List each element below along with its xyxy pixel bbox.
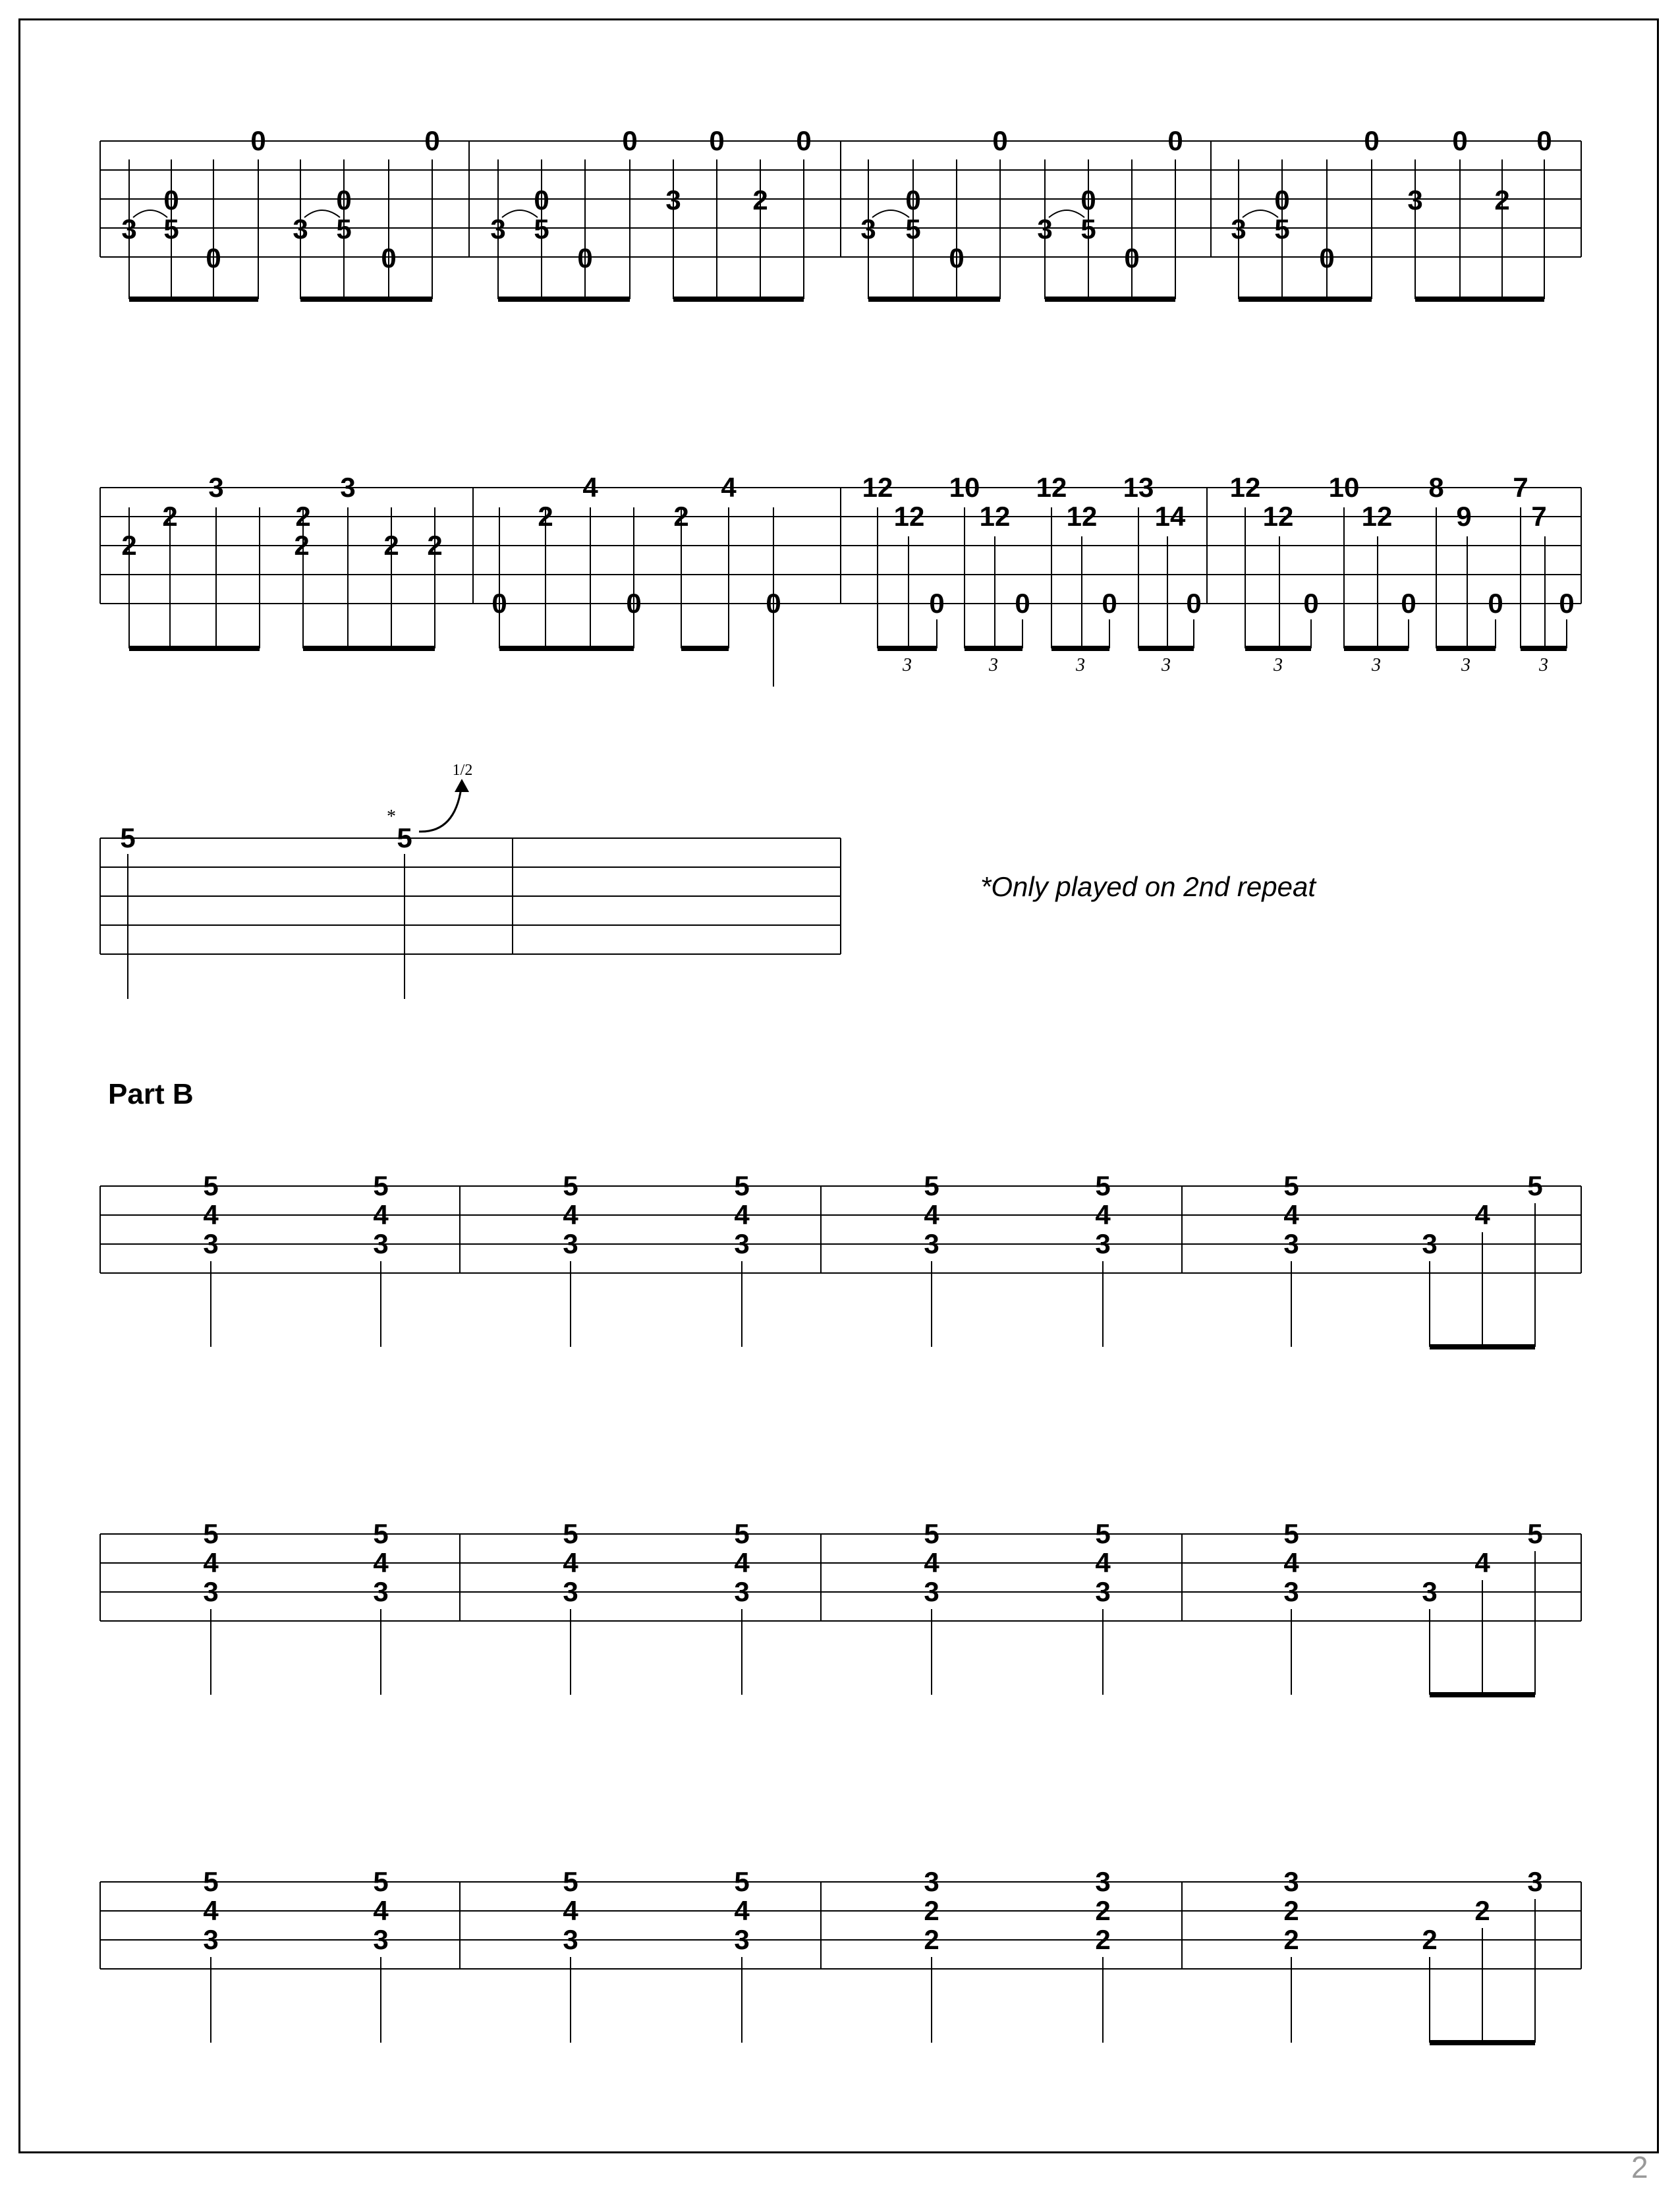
fret-number: 0 [1559, 588, 1575, 619]
fret-number: 0 [1124, 242, 1140, 273]
fret-number: 0 [1364, 125, 1380, 156]
fret-number: 14 [1154, 501, 1186, 532]
fret-number: 12 [862, 472, 893, 503]
section-title: Part B [108, 1078, 194, 1110]
fret-number: 4 [582, 472, 598, 503]
fret-number: 5 [373, 1518, 389, 1549]
fret-number: 12 [1262, 501, 1294, 532]
fret-number: 3 [208, 472, 224, 503]
triplet-beam [878, 646, 937, 651]
beam [1430, 1692, 1535, 1697]
fret-number: 4 [1283, 1199, 1299, 1230]
bend-label: 1/2 [452, 762, 473, 779]
triplet-mark: 3 [1162, 655, 1171, 675]
fret-number: 4 [203, 1895, 219, 1926]
fret-number: 5 [1283, 1518, 1299, 1549]
fret-number: 3 [563, 1228, 578, 1259]
beam [303, 646, 435, 651]
fret-number: 0 [1186, 588, 1202, 619]
triplet-mark: 3 [1539, 655, 1548, 675]
fret-number: 5 [203, 1518, 219, 1549]
triplet-mark: 3 [903, 655, 912, 675]
fret-number: 0 [1401, 588, 1416, 619]
fret-number: 4 [1474, 1547, 1490, 1578]
fret-number: 3 [121, 213, 137, 244]
fret-number: 5 [1283, 1170, 1299, 1201]
fret-number: 0 [336, 184, 352, 215]
beam [1239, 297, 1372, 302]
fret-number: 5 [924, 1170, 939, 1201]
fret-number: 0 [381, 242, 397, 273]
fret-number: 3 [665, 184, 681, 215]
fret-number: 0 [250, 125, 266, 156]
fret-number: 0 [992, 125, 1008, 156]
fret-number: 0 [709, 125, 725, 156]
fret-number: 0 [424, 125, 440, 156]
fret-number: 3 [1037, 213, 1053, 244]
triplet-beam [1245, 646, 1311, 651]
fret-number: 0 [766, 588, 781, 619]
page-number: 2 [1631, 2150, 1648, 2184]
slur [1049, 210, 1084, 217]
fret-number: 0 [1319, 242, 1335, 273]
fret-number: 5 [924, 1518, 939, 1549]
fret-number: 3 [490, 213, 506, 244]
fret-number: 5 [373, 1866, 389, 1897]
fret-number: 4 [924, 1547, 939, 1578]
triplet-mark: 3 [1274, 655, 1283, 675]
fret-number: 12 [979, 501, 1011, 532]
triplet-mark: 3 [1461, 655, 1470, 675]
beam [1415, 297, 1544, 302]
fret-number: 3 [563, 1576, 578, 1607]
fret-number: 5 [734, 1866, 750, 1897]
fret-number: 5 [1274, 213, 1290, 244]
fret-number: 12 [1229, 472, 1261, 503]
fret-number: 0 [1452, 125, 1468, 156]
fret-number: 2 [673, 501, 689, 532]
fret-number: 3 [203, 1576, 219, 1607]
fret-number: 0 [905, 184, 921, 215]
fret-number: 4 [203, 1199, 219, 1230]
fret-number: 2 [295, 501, 311, 532]
fret-number: 0 [1274, 184, 1290, 215]
fret-number: 3 [1422, 1576, 1438, 1607]
fret-number: 4 [734, 1199, 750, 1230]
slur [872, 210, 909, 217]
beam [673, 297, 804, 302]
fret-number: 3 [734, 1228, 750, 1259]
fret-number: 3 [1095, 1866, 1111, 1897]
fret-number: 5 [1527, 1170, 1543, 1201]
fret-number: 4 [1474, 1199, 1490, 1230]
triplet-beam [965, 646, 1022, 651]
fret-number: 10 [949, 472, 980, 503]
fret-number: 7 [1531, 501, 1547, 532]
fret-number: 0 [163, 184, 179, 215]
fret-number: 3 [734, 1576, 750, 1607]
triplet-beam [1344, 646, 1409, 651]
fret-number: 4 [563, 1547, 578, 1578]
fret-number: 3 [1407, 184, 1423, 215]
fret-number: 3 [373, 1228, 389, 1259]
fret-number: 3 [1422, 1228, 1438, 1259]
fret-number: 3 [924, 1866, 939, 1897]
beam [1045, 297, 1175, 302]
fret-number: 2 [383, 530, 399, 561]
triplet-mark: 3 [989, 655, 998, 675]
fret-number: 4 [1095, 1547, 1111, 1578]
fret-number: 12 [1066, 501, 1098, 532]
beam [1430, 2040, 1535, 2045]
fret-number: 0 [1488, 588, 1503, 619]
fret-number: 0 [206, 242, 221, 273]
fret-number: 3 [373, 1924, 389, 1955]
fret-number: 2 [427, 530, 443, 561]
fret-number: 5 [397, 822, 412, 853]
fret-number: 0 [534, 184, 549, 215]
fret-number: 5 [1095, 1170, 1111, 1201]
fret-number: 4 [1095, 1199, 1111, 1230]
fret-number: 12 [1036, 472, 1067, 503]
footnote: *Only played on 2nd repeat [980, 871, 1316, 902]
fret-number: 7 [1513, 472, 1528, 503]
slur [1243, 210, 1278, 217]
fret-number: 0 [491, 588, 507, 619]
beam [129, 297, 258, 302]
fret-number: 4 [924, 1199, 939, 1230]
fret-number: 2 [1095, 1895, 1111, 1926]
fret-number: 8 [1428, 472, 1444, 503]
fret-number: 3 [340, 472, 356, 503]
fret-number: 3 [373, 1576, 389, 1607]
fret-number: 3 [1283, 1866, 1299, 1897]
fret-number: 4 [373, 1547, 389, 1578]
fret-number: 2 [1095, 1924, 1111, 1955]
triplet-mark: 3 [1372, 655, 1381, 675]
slur [133, 210, 167, 217]
fret-number: 0 [1167, 125, 1183, 156]
fret-number: 5 [563, 1866, 578, 1897]
fret-number: 5 [373, 1170, 389, 1201]
fret-number: 12 [1361, 501, 1393, 532]
fret-number: 3 [860, 213, 876, 244]
fret-number: 5 [734, 1518, 750, 1549]
fret-number: 4 [721, 472, 737, 503]
fret-number: 3 [1095, 1228, 1111, 1259]
fret-number: 3 [1283, 1228, 1299, 1259]
beam [681, 646, 729, 651]
fret-number: 0 [1080, 184, 1096, 215]
fret-number: 3 [563, 1924, 578, 1955]
fret-number: 3 [203, 1924, 219, 1955]
fret-number: 5 [1527, 1518, 1543, 1549]
fret-number: 2 [1494, 184, 1510, 215]
triplet-mark: 3 [1076, 655, 1085, 675]
fret-number: 0 [949, 242, 965, 273]
fret-number: 5 [163, 213, 179, 244]
fret-number: 12 [893, 501, 925, 532]
fret-number: 4 [203, 1547, 219, 1578]
fret-number: 0 [1303, 588, 1319, 619]
bend-arrowhead [455, 779, 469, 792]
fret-number: 5 [120, 822, 136, 853]
fret-number: 4 [373, 1199, 389, 1230]
fret-number: 3 [293, 213, 308, 244]
fret-number: 4 [563, 1199, 578, 1230]
fret-number: 0 [796, 125, 812, 156]
fret-number: 0 [1015, 588, 1030, 619]
fret-number: 2 [121, 530, 137, 561]
fret-number: 2 [924, 1924, 939, 1955]
fret-number: 5 [734, 1170, 750, 1201]
fret-number: 3 [924, 1576, 939, 1607]
fret-number: 2 [1283, 1895, 1299, 1926]
slur [502, 210, 538, 217]
triplet-beam [1051, 646, 1109, 651]
fret-number: 3 [924, 1228, 939, 1259]
fret-number: 0 [622, 125, 638, 156]
fret-number: 0 [1102, 588, 1117, 619]
fret-number: 2 [1422, 1924, 1438, 1955]
fret-number: 3 [1231, 213, 1246, 244]
fret-number: 3 [1095, 1576, 1111, 1607]
fret-number: 5 [1095, 1518, 1111, 1549]
triplet-beam [1521, 646, 1567, 651]
beam [300, 297, 432, 302]
fret-number: 0 [577, 242, 593, 273]
fret-number: 2 [294, 530, 310, 561]
slur [304, 210, 340, 217]
fret-number: 3 [203, 1228, 219, 1259]
fret-number: 3 [734, 1924, 750, 1955]
fret-number: 5 [905, 213, 921, 244]
footnote-marker: * [387, 807, 396, 827]
beam [498, 297, 630, 302]
fret-number: 13 [1123, 472, 1154, 503]
fret-number: 4 [373, 1895, 389, 1926]
fret-number: 2 [924, 1895, 939, 1926]
bend-arrow [419, 788, 461, 832]
fret-number: 5 [203, 1170, 219, 1201]
fret-number: 4 [734, 1895, 750, 1926]
fret-number: 5 [534, 213, 549, 244]
fret-number: 4 [563, 1895, 578, 1926]
fret-number: 2 [1283, 1924, 1299, 1955]
triplet-beam [1436, 646, 1496, 651]
fret-number: 5 [1080, 213, 1096, 244]
fret-number: 5 [336, 213, 352, 244]
beam [499, 646, 634, 651]
beam [1430, 1344, 1535, 1349]
beam [868, 297, 1000, 302]
fret-number: 2 [538, 501, 553, 532]
fret-number: 2 [752, 184, 768, 215]
fret-number: 0 [929, 588, 945, 619]
fret-number: 4 [1283, 1547, 1299, 1578]
fret-number: 5 [203, 1866, 219, 1897]
fret-number: 5 [563, 1518, 578, 1549]
fret-number: 3 [1527, 1866, 1543, 1897]
fret-number: 9 [1456, 501, 1472, 532]
fret-number: 3 [1283, 1576, 1299, 1607]
fret-number: 2 [162, 501, 178, 532]
triplet-beam [1138, 646, 1194, 651]
beam [129, 646, 260, 651]
fret-number: 0 [626, 588, 642, 619]
fret-number: 5 [563, 1170, 578, 1201]
fret-number: 10 [1328, 472, 1360, 503]
fret-number: 4 [734, 1547, 750, 1578]
fret-number: 0 [1536, 125, 1552, 156]
fret-number: 2 [1474, 1895, 1490, 1926]
